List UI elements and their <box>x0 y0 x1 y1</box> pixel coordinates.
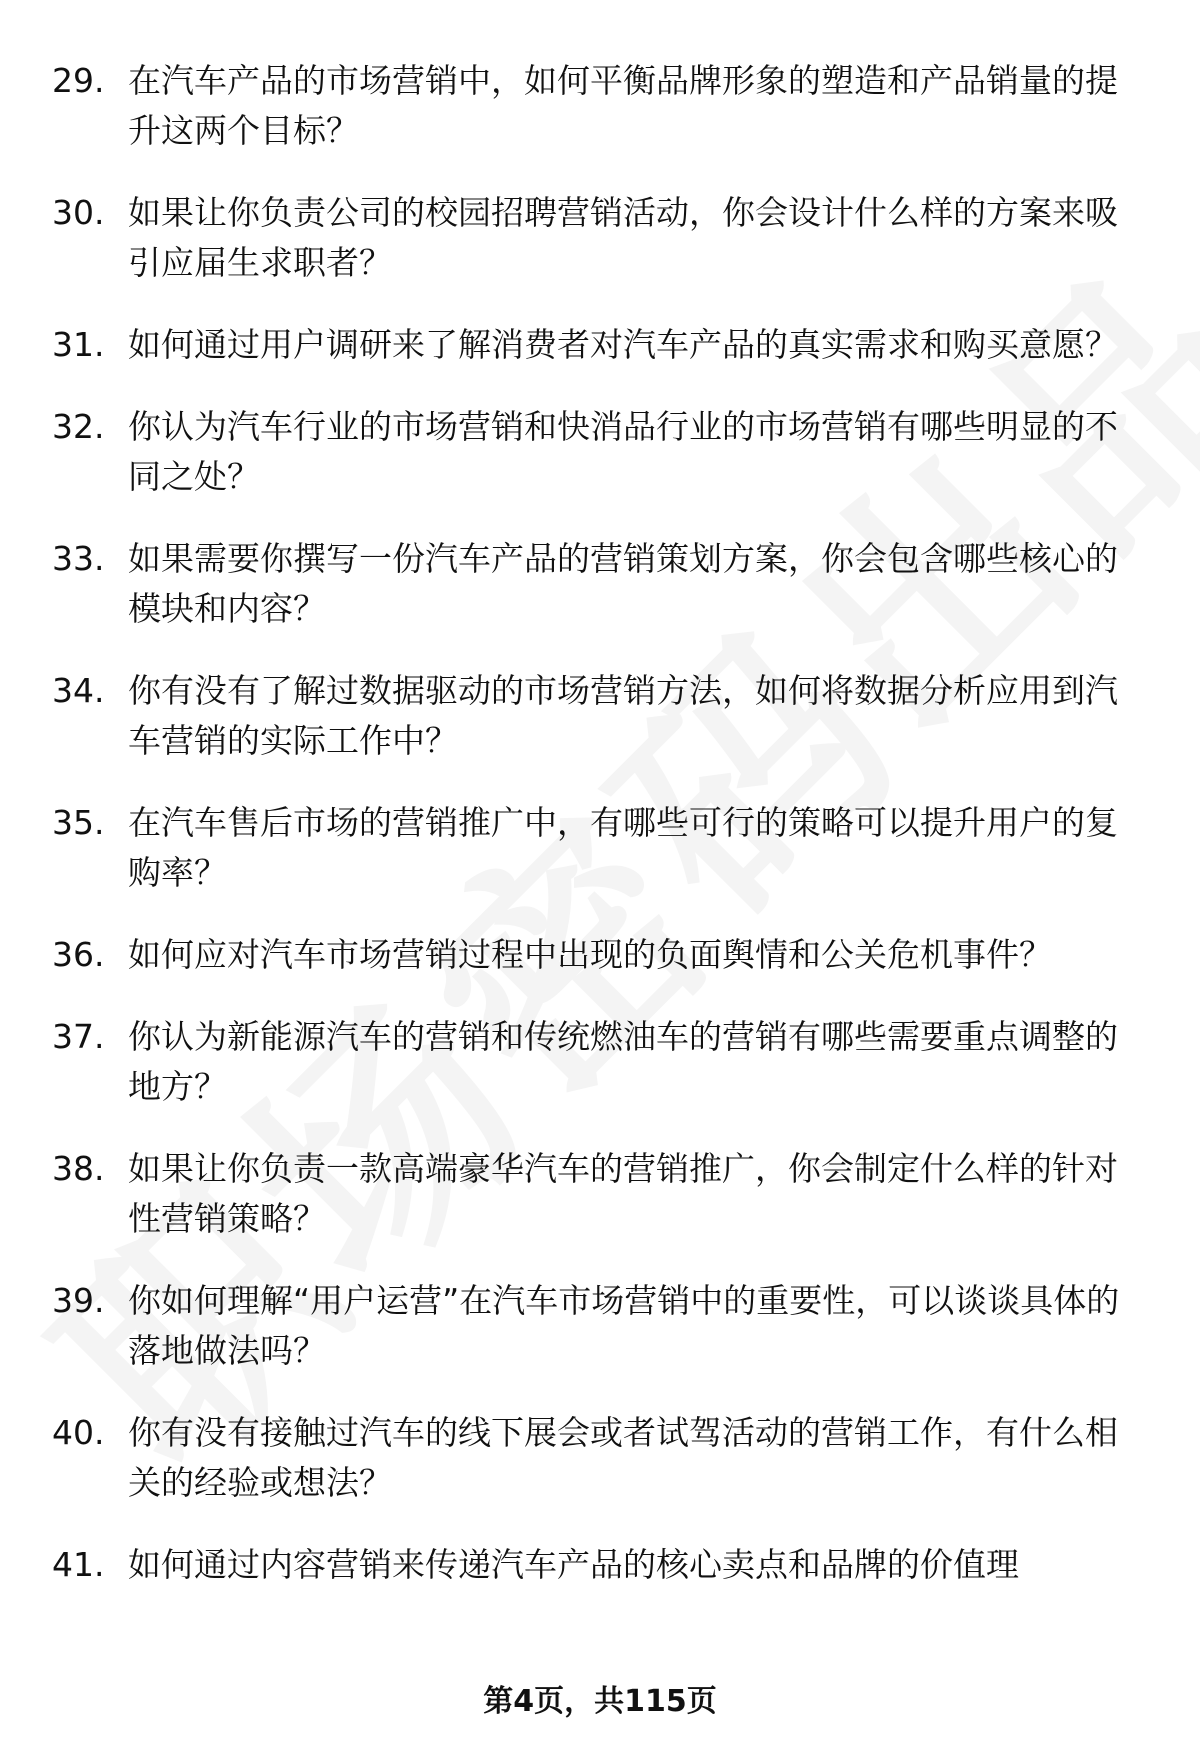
question-item <box>0 666 1200 766</box>
question-number: 31. <box>52 325 105 364</box>
question-text: 你有没有接触过汽车的线下展会或者试驾活动的营销工作，有什么相关的经验或想法？ <box>128 1413 1118 1502</box>
question-text: 如果让你负责一款高端豪华汽车的营销推广，你会制定什么样的针对性营销策略？ <box>128 1149 1118 1238</box>
question-text: 你如何理解“用户运营”在汽车市场营销中的重要性，可以谈谈具体的落地做法吗？ <box>128 1281 1120 1370</box>
question-item <box>0 1540 1200 1590</box>
question-text: 在汽车产品的市场营销中，如何平衡品牌形象的塑造和产品销量的提升这两个目标？ <box>128 61 1118 150</box>
question-text: 如何应对汽车市场营销过程中出现的负面舆情和公关危机事件？ <box>128 935 1052 974</box>
question-number: 34. <box>52 671 105 710</box>
question-number: 32. <box>52 407 105 446</box>
question-item <box>0 402 1200 502</box>
question-text: 如果让你负责公司的校园招聘营销活动，你会设计什么样的方案来吸引应届生求职者？ <box>128 193 1118 282</box>
question-text: 你有没有了解过数据驱动的市场营销方法，如何将数据分析应用到汽车营销的实际工作中？ <box>128 671 1118 760</box>
question-item <box>0 534 1200 634</box>
question-number: 40. <box>52 1413 105 1452</box>
question-item <box>0 56 1200 156</box>
question-number: 41. <box>52 1545 105 1584</box>
question-text: 如果需要你撰写一份汽车产品的营销策划方案，你会包含哪些核心的模块和内容？ <box>128 539 1118 628</box>
question-number: 36. <box>52 935 105 974</box>
question-item <box>0 1012 1200 1112</box>
question-number: 37. <box>52 1017 105 1056</box>
question-number: 33. <box>52 539 105 578</box>
question-list <box>0 56 1200 1622</box>
question-number: 39. <box>52 1281 105 1320</box>
page-footer <box>0 1680 1200 1724</box>
question-number: 35. <box>52 803 105 842</box>
question-item <box>0 798 1200 898</box>
question-text: 你认为汽车行业的市场营销和快消品行业的市场营销有哪些明显的不同之处？ <box>128 407 1118 496</box>
question-text: 如何通过用户调研来了解消费者对汽车产品的真实需求和购买意愿？ <box>128 325 1118 364</box>
question-number: 38. <box>52 1149 105 1188</box>
question-item <box>0 1408 1200 1508</box>
question-item <box>0 1144 1200 1244</box>
question-text: 你认为新能源汽车的营销和传统燃油车的营销有哪些需要重点调整的地方？ <box>128 1017 1118 1106</box>
question-item <box>0 930 1200 980</box>
question-number: 30. <box>52 193 105 232</box>
page-number-label: 第4页，共115页 <box>483 1684 717 1719</box>
question-number: 29. <box>52 61 105 100</box>
question-text: 如何通过内容营销来传递汽车产品的核心卖点和品牌的价值理 <box>128 1545 1019 1584</box>
question-item <box>0 320 1200 370</box>
question-text: 在汽车售后市场的营销推广中，有哪些可行的策略可以提升用户的复购率？ <box>128 803 1118 892</box>
question-item <box>0 1276 1200 1376</box>
question-item <box>0 188 1200 288</box>
